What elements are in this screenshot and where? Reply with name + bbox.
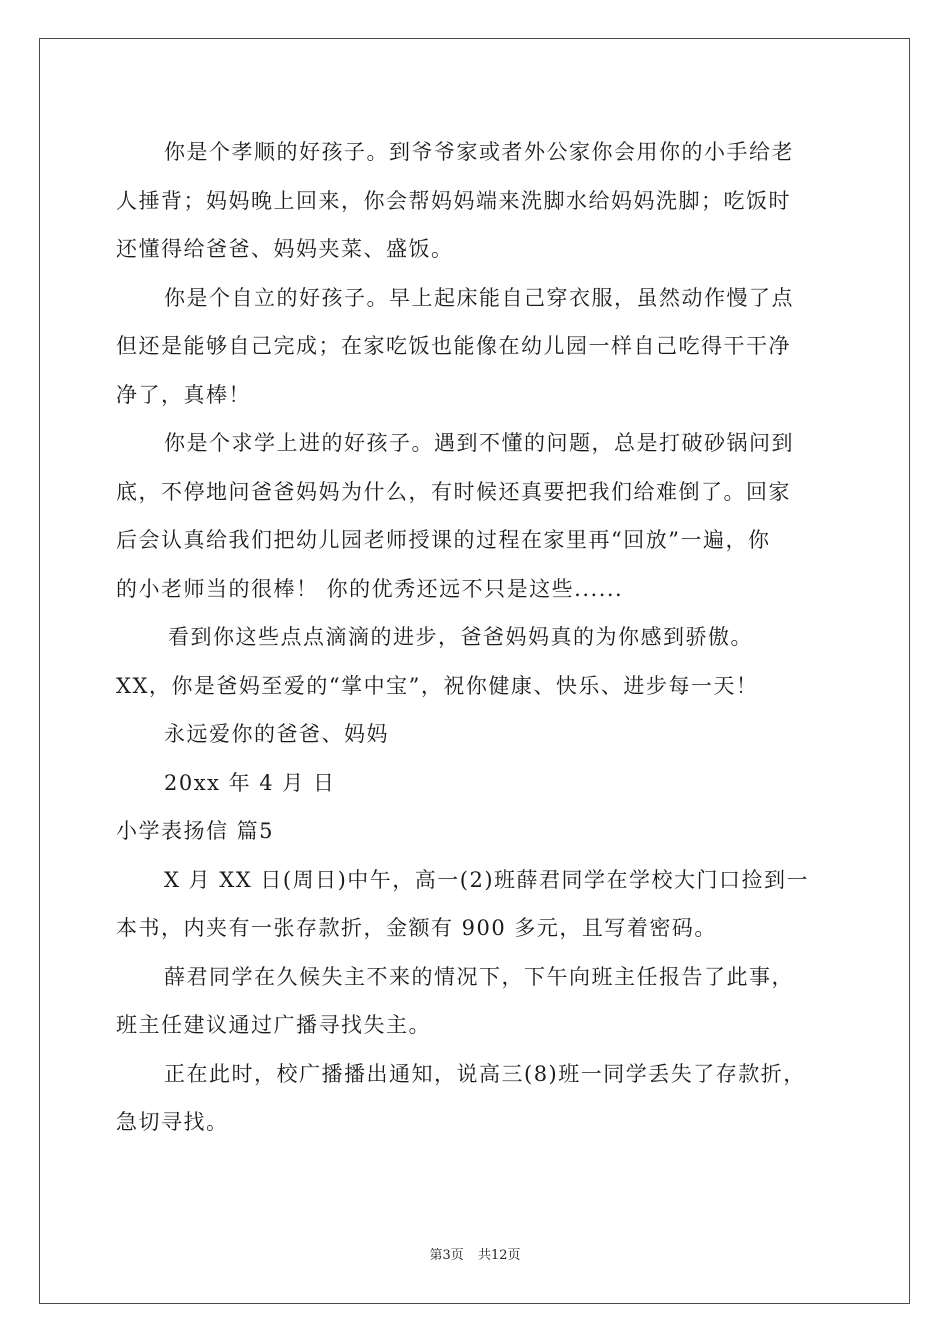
page-number: 第3页 — [429, 1248, 464, 1263]
paragraph-line: 本书，内夹有一张存款折，金额有 900 多元，且写着密码。 — [116, 916, 717, 940]
page-footer — [0, 1244, 950, 1263]
paragraph-line: 后会认真给我们把幼儿园老师授课的过程在家里再“回放”一遍，你 — [116, 528, 771, 552]
document-body — [116, 128, 836, 1147]
section-heading: 小学表扬信 篇5 — [116, 819, 275, 843]
paragraph-line: 但还是能够自己完成；在家吃饭也能像在幼儿园一样自己吃得干干净 — [116, 334, 791, 358]
paragraph-line: 看到你这些点点滴滴的进步，爸爸妈妈真的为你感到骄傲。 — [168, 625, 753, 649]
paragraph-line: 正在此时，校广播播出通知，说高三(8)班一同学丢失了存款折， — [164, 1061, 806, 1086]
signature-line: 永远爱你的爸爸、妈妈 — [164, 722, 389, 746]
paragraph-line: 人捶背；妈妈晚上回来，你会帮妈妈端来洗脚水给妈妈洗脚；吃饭时 — [116, 188, 791, 213]
paragraph-line: XX，你是爸妈至爱的“掌中宝”，祝你健康、快乐、进步每一天！ — [116, 673, 759, 698]
paragraph-line: 薛君同学在久候失主不来的情况下，下午向班主任报告了此事， — [164, 964, 794, 989]
paragraph-line: 的小老师当的很棒！ 你的优秀还远不只是这些...... — [116, 576, 624, 601]
paragraph-line: 你是个自立的好孩子。早上起床能自己穿衣服，虽然动作慢了点 — [164, 285, 794, 310]
page-total: 共12页 — [477, 1248, 521, 1263]
paragraph-line: 你是个求学上进的好孩子。遇到不懂的问题，总是打破砂锅问到 — [164, 431, 794, 455]
paragraph-line: X 月 XX 日(周日)中午，高一(2)班薛君同学在学校大门口捡到一 — [164, 867, 810, 892]
paragraph-line: 急切寻找。 — [116, 1110, 229, 1134]
date-line: 20xx 年 4 月 日 — [164, 770, 336, 795]
paragraph-line: 底，不停地问爸爸妈妈为什么，有时候还真要把我们给难倒了。回家 — [116, 479, 791, 504]
paragraph-line: 你是个孝顺的好孩子。到爷爷家或者外公家你会用你的小手给老 — [164, 140, 794, 164]
paragraph-line: 还懂得给爸爸、妈妈夹菜、盛饭。 — [116, 237, 454, 261]
paragraph-line: 班主任建议通过广播寻找失主。 — [116, 1013, 431, 1037]
paragraph-line: 净了，真棒！ — [116, 382, 251, 407]
